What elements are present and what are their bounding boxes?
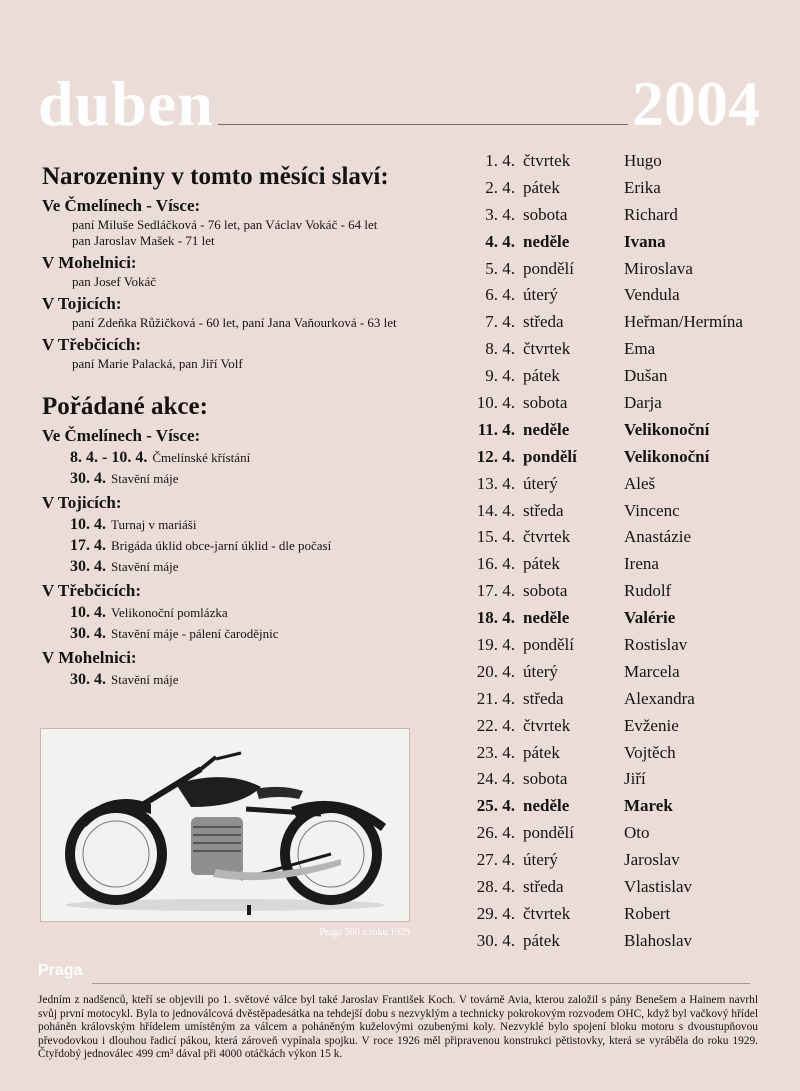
calendar-row [450, 659, 800, 686]
calendar-row [450, 202, 800, 229]
event-date: 30. 4. [70, 558, 106, 575]
event-item [42, 468, 442, 489]
row-date: 24. 4. [476, 769, 515, 789]
calendar-row [450, 605, 800, 632]
row-name: Heřman/Hermína [624, 312, 743, 332]
calendar-row [450, 928, 800, 955]
row-name: Miroslava [624, 258, 693, 278]
row-date: 8. 4. [485, 339, 515, 359]
calendar-row [450, 686, 800, 713]
birthday-place: V Tojicích: [42, 294, 122, 313]
row-name: Ivana [624, 231, 666, 251]
row-date: 17. 4. [476, 581, 515, 601]
row-name: Rudolf [624, 581, 672, 601]
row-day: neděle [523, 419, 570, 439]
row-name: Anastázie [624, 527, 692, 547]
event-date: 30. 4. [70, 671, 106, 688]
row-day: čtvrtek [523, 715, 571, 735]
calendar-row [450, 390, 800, 417]
event-item [42, 535, 442, 556]
calendar-row [450, 874, 800, 901]
row-day: čtvrtek [523, 151, 571, 170]
row-name: Richard [624, 204, 678, 224]
row-date: 14. 4. [476, 500, 515, 520]
row-day: úterý [523, 661, 558, 681]
birthdays-heading: Narozeniny v tomto měsíci slaví: [42, 163, 389, 190]
event-place: V Tojicích: [42, 493, 122, 512]
calendar-row [450, 363, 800, 390]
praga-heading: Praga [38, 962, 83, 979]
calendar-row [450, 256, 800, 283]
row-day: pondělí [523, 635, 574, 655]
row-day: pondělí [523, 258, 574, 278]
row-day: pátek [523, 177, 560, 197]
event-text: Stavění máje - pálení čarodějnic [111, 626, 279, 641]
row-name: Jaroslav [624, 850, 680, 870]
row-day: úterý [523, 473, 558, 493]
header-rule [218, 124, 628, 125]
birthday-place: Ve Čmelínech - Vísce: [42, 196, 201, 215]
row-name: Jiří [624, 769, 646, 789]
row-date: 13. 4. [476, 473, 515, 493]
name-day-calendar [450, 148, 800, 955]
row-day: úterý [523, 285, 558, 305]
row-day: neděle [523, 796, 570, 816]
row-name: Erika [624, 177, 661, 197]
left-column [42, 162, 442, 690]
row-day: sobota [523, 581, 568, 601]
row-name: Valérie [624, 608, 676, 628]
row-date: 27. 4. [476, 850, 515, 870]
row-name: Vojtěch [624, 742, 676, 762]
row-day: středa [523, 500, 564, 520]
row-date: 30. 4. [476, 930, 515, 950]
row-date: 9. 4. [485, 366, 515, 386]
row-day: pátek [523, 366, 560, 386]
event-date: 8. 4. - 10. 4. [70, 449, 148, 466]
row-date: 7. 4. [485, 312, 515, 332]
birthday-entry: paní Miluše Sedláčková - 76 let, pan Václav Vokáč - 64 let [72, 217, 378, 232]
calendar-row [450, 793, 800, 820]
row-name: Robert [624, 903, 671, 923]
row-day: pondělí [523, 823, 574, 843]
calendar-row [450, 336, 800, 363]
row-day: sobota [523, 393, 568, 413]
event-text: Stavění máje [111, 559, 179, 574]
row-name: Velikonoční [624, 419, 710, 439]
row-day: pátek [523, 554, 560, 574]
event-item [42, 623, 442, 644]
birthdays-section [42, 195, 442, 372]
event-date: 10. 4. [70, 516, 106, 533]
calendar-row [450, 740, 800, 767]
calendar-row [450, 175, 800, 202]
year-title: 2004 [632, 68, 760, 139]
row-name: Blahoslav [624, 930, 692, 950]
row-date: 6. 4. [485, 285, 515, 305]
event-item [42, 514, 442, 535]
row-day: čtvrtek [523, 527, 571, 547]
row-date: 25. 4. [476, 796, 515, 816]
calendar-row [450, 632, 800, 659]
row-name: Irena [624, 554, 659, 574]
calendar-row [450, 417, 800, 444]
row-name: Marcela [624, 661, 680, 681]
calendar-row [450, 766, 800, 793]
row-date: 18. 4. [476, 608, 515, 628]
calendar-row [450, 847, 800, 874]
events-heading: Pořádané akce: [42, 393, 208, 420]
calendar-row [450, 148, 800, 175]
row-date: 28. 4. [476, 877, 515, 897]
event-date: 30. 4. [70, 470, 106, 487]
birthday-entry: pan Jaroslav Mašek - 71 let [72, 233, 215, 248]
row-name: Marek [624, 796, 673, 816]
praga-rule [92, 983, 750, 984]
row-date: 3. 4. [485, 204, 515, 224]
event-text: Brigáda úklid obce-jarní úklid - dle počasí [111, 538, 332, 553]
calendar-row [450, 524, 800, 551]
row-name: Evženie [624, 715, 679, 735]
calendar-row [450, 444, 800, 471]
event-item [42, 669, 442, 690]
row-name: Oto [624, 823, 650, 843]
row-date: 4. 4. [485, 231, 515, 251]
row-day: středa [523, 877, 564, 897]
calendar-row [450, 471, 800, 498]
row-day: úterý [523, 850, 558, 870]
event-text: Stavění máje [111, 471, 179, 486]
event-text: Velikonoční pomlázka [111, 605, 228, 620]
row-day: pondělí [523, 446, 577, 466]
row-name: Aleš [624, 473, 656, 493]
events-section [42, 425, 442, 690]
row-name: Vlastislav [624, 877, 692, 897]
calendar-row [450, 551, 800, 578]
row-date: 23. 4. [476, 742, 515, 762]
row-day: sobota [523, 204, 568, 224]
row-day: středa [523, 312, 564, 332]
row-day: středa [523, 688, 564, 708]
praga-paragraph: Jedním z nadšenců, kteří se objevili po 1. světové válce byl také Jaroslav František Koch. V továrně Avia, kterou založil s pány Benešem a Hainem navrhl svůj první motocykl. Byla to jednoválcová dvěstěpadesátka na tehdejší dobu s nezvyklým a technicky pokrokovým rozvodem OHC, když byl vačkový hřídel poháněn královským hřídelem umístěným za válcem a poháněným kuželovými ozubenými koly. Nezvyklé bylo spojení bloku motoru s dvoustupňovou převodovkou i dlouhou řadicí pákou, která zároveň vypínala spojku. V roce 1926 měl připravenou konstrukci pětistovky, která se vyráběla do roku 1929. Čtyřdobý jednoválec 499 cm³ dával při 4000 otáčkách výkon 15 k. [38, 994, 758, 1061]
row-date: 11. 4. [477, 419, 515, 439]
row-day: neděle [523, 231, 570, 251]
event-text: Stavění máje [111, 672, 179, 687]
row-date: 21. 4. [476, 688, 515, 708]
row-date: 1. 4. [485, 151, 515, 170]
row-day: čtvrtek [523, 903, 571, 923]
event-item [42, 556, 442, 577]
row-date: 22. 4. [476, 715, 515, 735]
birthday-place: V Mohelnici: [42, 253, 137, 272]
event-date: 17. 4. [70, 537, 106, 554]
row-name: Rostislav [624, 635, 688, 655]
calendar-row [450, 282, 800, 309]
event-date: 10. 4. [70, 604, 106, 621]
row-date: 26. 4. [476, 823, 515, 843]
row-name: Alexandra [624, 688, 695, 708]
page-header [0, 60, 800, 140]
row-date: 20. 4. [476, 661, 515, 681]
row-date: 19. 4. [476, 635, 515, 655]
event-item [42, 602, 442, 623]
row-date: 12. 4. [476, 446, 515, 466]
event-place: V Mohelnici: [42, 648, 137, 667]
motorcycle-photo [40, 728, 410, 922]
birthday-entry: paní Zdeňka Růžičková - 60 let, paní Jana Vaňourková - 63 let [72, 315, 397, 330]
row-name: Vendula [624, 285, 680, 305]
event-place: V Třebčicích: [42, 581, 141, 600]
row-date: 29. 4. [476, 903, 515, 923]
event-date: 30. 4. [70, 625, 106, 642]
row-day: pátek [523, 742, 560, 762]
row-name: Ema [624, 339, 656, 359]
month-title: duben [38, 68, 214, 139]
event-item [42, 447, 442, 468]
row-name: Velikonoční [624, 446, 710, 466]
row-day: čtvrtek [523, 339, 571, 359]
calendar-row [450, 229, 800, 256]
calendar-row [450, 820, 800, 847]
event-place: Ve Čmelínech - Vísce: [42, 426, 201, 445]
row-date: 10. 4. [476, 393, 515, 413]
event-text: Turnaj v mariáši [111, 517, 197, 532]
birthday-entry: pan Josef Vokáč [72, 274, 157, 289]
row-day: sobota [523, 769, 568, 789]
calendar-row [450, 901, 800, 928]
calendar-row [450, 713, 800, 740]
calendar-row [450, 309, 800, 336]
calendar-row [450, 498, 800, 525]
birthday-place: V Třebčicích: [42, 335, 141, 354]
photo-caption: Praga 500 z roku 1929 [319, 927, 410, 938]
row-date: 5. 4. [485, 258, 515, 278]
row-date: 16. 4. [476, 554, 515, 574]
row-day: pátek [523, 930, 560, 950]
event-text: Čmelínské křístání [152, 450, 251, 465]
row-day: neděle [523, 608, 570, 628]
row-date: 15. 4. [476, 527, 515, 547]
row-name: Hugo [624, 151, 662, 170]
row-name: Vincenc [624, 500, 680, 520]
row-name: Dušan [624, 366, 668, 386]
row-name: Darja [624, 393, 662, 413]
calendar-row [450, 578, 800, 605]
motorcycle-image [41, 729, 409, 921]
birthday-entry: paní Marie Palacká, pan Jiří Volf [72, 356, 243, 371]
row-date: 2. 4. [485, 177, 515, 197]
